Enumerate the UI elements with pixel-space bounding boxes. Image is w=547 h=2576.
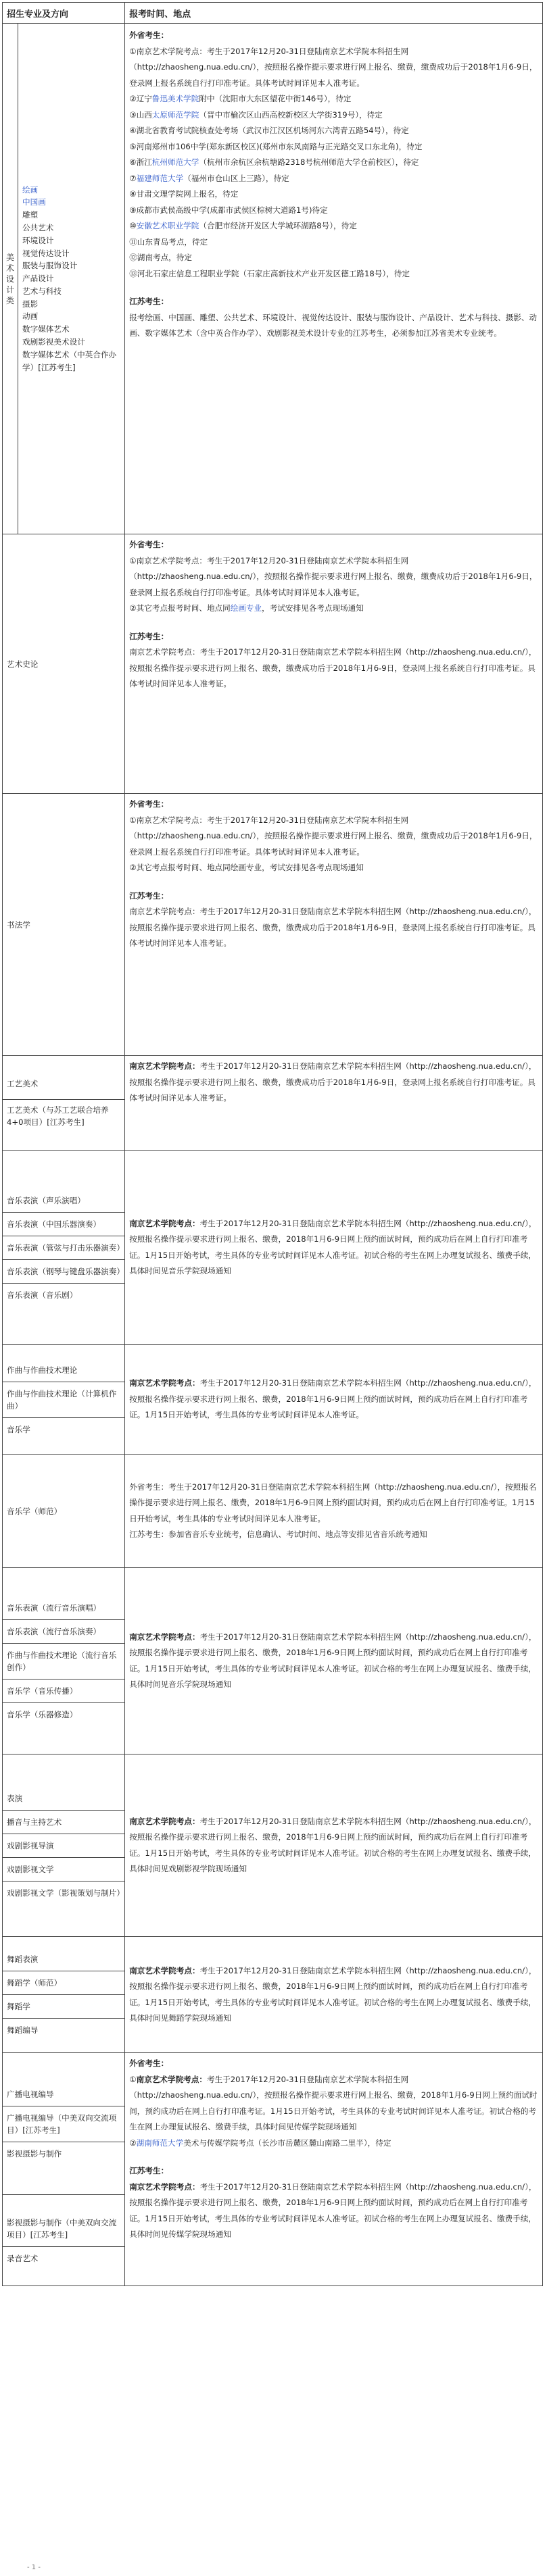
major-item: 视觉传达设计 [22,248,70,258]
table-header-row [3,3,543,24]
table-row [3,1568,543,1754]
table-row [3,1455,543,1568]
media-names-cell-b [3,2195,125,2286]
major-name: 影视摄影与制作（中美双向交流项目）[江苏考生] [3,2211,124,2247]
table-row [3,1056,543,1151]
major-name: 工艺美术（与苏工艺联合培养4+0项目）[江苏考生] [7,1105,109,1127]
design-schedule-cell [125,24,543,534]
section-heading: 外省考生： [129,2059,169,2068]
music-names-cell [3,1151,125,1345]
exam-site: ②湖南师范大学美术与传媒学院考点（长沙市岳麓区麓山南路二里半），待定 [129,2138,391,2148]
design-category-label: 美 术 设 计 类 [3,24,18,534]
craft-names-cell [3,1056,125,1151]
school-link[interactable]: 安徽艺术职业学院 [136,221,199,230]
exam-site: 南京艺术学院考点：考生于2017年12月20-31日登陆南京艺术学院本科招生网（http://zhaosheng.nua.edu.cn/），按照报名操作提示要求进行网上报名、缴费，缴费成功后于2018年1月6-9日，登录网上报名系统自行打印准考证。具体考试时间详见本人准考证。 [129,907,537,948]
table-row [3,1754,543,1937]
major-name: 音乐学（乐器修造） [7,1709,78,1719]
painting-link[interactable]: 绘画专业 [230,603,262,613]
drama-names-cell [3,1754,125,1937]
exam-site: ⑤河南郑州市106中学(郑东新区校区)(郑州市东风南路与正光路交叉口东北角)，待定 [129,141,423,151]
major-name: 舞蹈表演 [3,1948,124,1971]
major-item: 雕塑 [22,210,39,220]
section-heading: 南京艺术学院考点： [129,1218,200,1228]
schedule-cell: 南京艺术学院考点：考生于2017年12月20-31日登陆南京艺术学院本科招生网（http://zhaosheng.nua.edu.cn/），按照报名操作提示要求进行网上报名、缴费，2018年1月6-9日网上预约面试时间，预约成功后在网上自行打印准考证。1月15日开始考试，考生具体的专业考试时间详见本人准考证。初试合格的考生在网上办理复试报名、缴费手续，具体时间见戏剧影视学院现场通知 [125,1754,543,1937]
major-name: 音乐表演（音乐剧） [7,1290,78,1300]
major-name: 音乐学 [7,1424,30,1434]
table-row [3,794,543,1056]
exam-site: ⑪山东青岛考点，待定 [129,236,208,247]
section-heading: 江苏考生： [129,2166,169,2175]
major-name: 音乐表演（流行音乐演唱） [3,1596,124,1620]
major-item: 数字媒体艺术 [22,324,70,334]
exam-site: 外省考生：考生于2017年12月20-31日登陆南京艺术学院本科招生网（http://zhaosheng.nua.edu.cn/），按照报名操作提示要求进行网上报名、缴费，2018年1月6-9日网上预约面试时间，预约成功后在网上自行打印准考证。1月15日开始考试，考生具体的专业考试时间详见本人准考证。 [129,1482,537,1523]
exam-site: ⑬河北石家庄信息工程职业学院（石家庄高新技术产业开发区德工路18号），待定 [129,268,410,278]
admission-schedule-table [2,2,543,2286]
exam-site: ⑧甘肃文理学院网上报名，待定 [129,189,239,199]
school-link[interactable]: 杭州师范大学 [151,157,199,167]
major-item: 服装与服饰设计 [22,261,78,271]
schedule-cell: 南京艺术学院考点：考生于2017年12月20-31日登陆南京艺术学院本科招生网（http://zhaosheng.nua.edu.cn/），按照报名操作提示要求进行网上报名、缴费，2018年1月6-9日网上预约面试时间，预约成功后在网上自行打印准考证。1月15日开始考试，考生具体的专业考试时间详见本人准考证。初试合格的考生在网上办理复试报名、缴费手续，具体时间见音乐学院现场通知 [125,1151,543,1345]
major-name: 音乐表演（中国乐器演奏） [3,1213,124,1236]
exam-site: ④湖北省教育考试院核查处考场（武汉市江汉区机场河东六湾青五路54号），待定 [129,126,409,135]
exam-site: ①南京艺术学院考点：考生于2017年12月20-31日登陆南京艺术学院本科招生网（http://zhaosheng.nua.edu.cn/），按照报名操作提示要求进行网上报名、缴费，缴费成功后于2018年1月6-9日，登录网上报名系统自行打印准考证。具体考试时间详见本人准考证。 [129,46,538,88]
major-item: 艺术与科技 [22,286,62,296]
section-heading: 外省考生： [129,30,169,40]
major-item: 环境设计 [22,235,54,245]
exam-site: ③山西太原师范学院（晋中市榆次区山西高校新校区大学街319号），待定 [129,109,383,120]
school-link[interactable]: 鲁迅美术学院 [151,94,199,103]
school-link[interactable]: 湖南师范大学 [136,2138,184,2148]
schedule-cell: 南京艺术学院考点：考生于2017年12月20-31日登陆南京艺术学院本科招生网（http://zhaosheng.nua.edu.cn/），按照报名操作提示要求进行网上报名、缴费，2018年1月6-9日网上预约面试时间，预约成功后在网上自行打印准考证。1月15日开始考试，考生具体的专业考试时间详见本人准考证。初试合格的考生在网上办理复试报名、缴费手续，具体时间见舞蹈学院现场通知 [125,1937,543,2053]
exam-site: ②辽宁鲁迅美术学院附中（沈阳市大东区望花中街146号），待定 [129,94,352,103]
design-major-list [18,24,125,534]
table-row [3,2053,543,2195]
major-item: 摄影 [22,299,39,309]
table-row [3,1937,543,2053]
jiangsu-note: 报考绘画、中国画、雕塑、公共艺术、环境设计、视觉传达设计、服装与服饰设计、产品设计、艺术与科技、摄影、动画、数字媒体艺术（含中英合作办学）、戏剧影视美术设计专业的江苏考生，必须参加江苏省美术专业统考。 [129,312,538,338]
major-name: 作曲与作曲技术理论（流行音乐创作） [3,1644,124,1680]
schedule-cell: 外省考生： ①南京艺术学院考点：考生于2017年12月20-31日登陆南京艺术学院本科招生网（http://zhaosheng.nua.edu.cn/），按照报名操作提示要求进行网上报名、缴费，2018年1月6-9日网上预约面试时间，预约成功后在网上自行打印准考证。1月15日开始考试，考生具体的专业考试时间详见本人准考证。初试合格的考生在网上办理复试报名、缴费手续，具体时间见传媒学院现场通知 ②湖南师范大学美术与传媒学院考点（长沙市岳麓区麓山南路二里半），待定 江苏考生： 南京艺术学院考点：考生于2017年12月20-31日登陆南京艺术学院本科招生网（http://zhaosheng.nua.edu.cn/），按照报名操作提示要求进行网上报名、缴费，2018年1月6-9日网上预约面试时间，预约成功后在网上自行打印准考证。1月15日开始考试，考生具体的专业考试时间详见本人准考证。初试合格的考生在网上办理复试报名、缴费手续，具体时间见传媒学院现场通知 [125,2053,543,2286]
section-heading: 南京艺术学院考点： [129,2181,200,2192]
design-majors-cell [3,24,125,534]
section-heading: 外省考生： [129,799,169,809]
schedule-cell [125,794,543,1056]
major-name: 表演 [3,1787,124,1811]
major-name: 作曲与作曲技术理论 [3,1359,124,1382]
exam-site: ②其它考点报考时间、地点同绘画专业，考试安排见各考点现场通知 [129,863,364,872]
pop-music-names-cell [3,1568,125,1754]
major-name: 戏剧影视导演 [3,1834,124,1858]
major-name: 音乐学（师范） [3,1455,125,1568]
major-name: 作曲与作曲技术理论（计算机作曲） [3,1382,124,1418]
major-name: 舞蹈学 [3,1995,124,2019]
section-heading: 江苏考生： [129,890,169,901]
major-name: 广播电视编导（中美双向交流项目）[江苏考生] [3,2106,124,2142]
major-name: 播音与主持艺术 [3,1811,124,1834]
school-link[interactable]: 福建师范大学 [136,173,184,183]
major-name: 录音艺术 [7,2253,39,2263]
major-name: 影视摄影与制作 [7,2148,62,2158]
design-subtable [3,24,124,534]
major-name: 舞蹈学（师范） [3,1971,124,1995]
major-item: 动画 [22,311,39,322]
school-link[interactable]: 太原师范学院 [151,109,199,120]
major-name: 工艺美术 [3,1074,124,1100]
schedule-cell [125,1455,543,1568]
dance-names-cell [3,1937,125,2053]
section-heading: 外省考生： [129,540,169,549]
exam-site: 南京艺术学院考点：考生于2017年12月20-31日登陆南京艺术学院本科招生网（http://zhaosheng.nua.edu.cn/），按照报名操作提示要求进行网上报名、缴费，缴费成功后于2018年1月6-9日，登录网上报名系统自行打印准考证。具体考试时间详见本人准考证。 [129,647,537,688]
section-heading: 南京艺术学院考点： [129,1378,200,1388]
schedule-cell [125,534,543,794]
section-heading: 江苏考生： [129,297,169,306]
major-item: 数字媒体艺术（中英合作办学）[江苏考生] [22,349,117,372]
table-row [3,1151,543,1345]
exam-site: ①南京艺术学院考点：考生于2017年12月20-31日登陆南京艺术学院本科招生网（http://zhaosheng.nua.edu.cn/），按照报名操作提示要求进行网上报名、缴费，缴费成功后于2018年1月6-9日，登录网上报名系统自行打印准考证。具体考试时间详见本人准考证。 [129,555,538,597]
media-names-cell-a [3,2053,125,2195]
exam-site: ②其它考点报考时间、地点同绘画专业，考试安排见各考点现场通知 [129,603,364,613]
table-row [3,1345,543,1455]
major-name: 舞蹈编导 [7,2025,39,2035]
major-link[interactable]: 绘画 [22,184,39,195]
major-name: 艺术史论 [3,534,125,794]
exam-site: ⑦福建师范大学（福州市仓山区上三路），待定 [129,173,289,183]
exam-site: ①南京艺术学院考点：考生于2017年12月20-31日登陆南京艺术学院本科招生网（http://zhaosheng.nua.edu.cn/），按照报名操作提示要求进行网上报名、缴费，缴费成功后于2018年1月6-9日，登录网上报名系统自行打印准考证。具体考试时间详见本人准考证。 [129,815,538,857]
major-item: 公共艺术 [22,222,54,232]
section-heading: 南京艺术学院考点： [129,1061,200,1071]
major-name: 音乐表演（声乐演唱） [3,1189,124,1213]
exam-site: ⑩安徽艺术职业学院（合肥市经济开发区大学城环湖路8号），待定 [129,221,357,230]
section-heading: 南京艺术学院考点： [129,1816,200,1826]
major-name: 音乐表演（管弦与打击乐器演奏） [3,1236,124,1260]
schedule-cell: 南京艺术学院考点：考生于2017年12月20-31日登陆南京艺术学院本科招生网（http://zhaosheng.nua.edu.cn/），按照报名操作提示要求进行网上报名、缴费，2018年1月6-9日网上预约面试时间，预约成功后在网上自行打印准考证。1月15日开始考试，考生具体的专业考试时间详见本人准考证。初试合格的考生在网上办理复试报名、缴费手续，具体时间见音乐学院现场通知 [125,1568,543,1754]
schedule-cell: 南京艺术学院考点：考生于2017年12月20-31日登陆南京艺术学院本科招生网（http://zhaosheng.nua.edu.cn/），按照报名操作提示要求进行网上报名、缴费，缴费成功后于2018年1月6-9日，登录网上报名系统自行打印准考证。具体考试时间详见本人准考证。 [125,1056,543,1151]
header-time-place: 报考时间、地点 [125,3,543,24]
exam-site: 江苏考生：参加省音乐专业统考，信息确认、考试时间、地点等安排见省音乐统考通知 [129,1530,427,1539]
major-name: 广播电视编导 [3,2083,124,2106]
major-name: 音乐表演（钢琴与键盘乐器演奏） [3,1260,124,1284]
major-link[interactable]: 中国画 [22,197,46,207]
major-name: 戏剧影视文学（影视策划与制片） [7,1888,124,1898]
section-heading: 南京艺术学院考点： [129,1965,200,1975]
major-name: 音乐表演（流行音乐演奏） [3,1620,124,1644]
major-item: 产品设计 [22,274,54,284]
composition-names-cell [3,1345,125,1455]
major-name: 音乐学（音乐传播） [3,1680,124,1703]
section-heading: 江苏考生： [129,631,169,641]
major-name: 戏剧影视文学 [3,1858,124,1882]
major-name: 书法学 [3,794,125,1056]
page-footer: - 1 - [27,2564,41,2571]
header-major: 招生专业及方向 [3,3,125,24]
table-row [3,24,543,534]
exam-site: ⑫湖南考点，待定 [129,253,192,262]
schedule-cell: 南京艺术学院考点：考生于2017年12月20-31日登陆南京艺术学院本科招生网（http://zhaosheng.nua.edu.cn/），按照报名操作提示要求进行网上报名、缴费，2018年1月6-9日网上预约面试时间，预约成功后在网上自行打印准考证。1月15日开始考试，考生具体的专业考试时间详见本人准考证。 [125,1345,543,1455]
table-row [3,534,543,794]
exam-site: ⑨成都市武侯高级中学(成都市武侯区棕树大道路1号)待定 [129,205,328,215]
exam-site: ①南京艺术学院考点：考生于2017年12月20-31日登陆南京艺术学院本科招生网（http://zhaosheng.nua.edu.cn/），按照报名操作提示要求进行网上报名、缴费，2018年1月6-9日网上预约面试时间，预约成功后在网上自行打印准考证。1月15日开始考试，考生具体的专业考试时间详见本人准考证。初试合格的考生在网上办理复试报名、缴费手续，具体时间见传媒学院现场通知 [129,2074,538,2131]
section-heading: 南京艺术学院考点： [129,1632,200,1642]
exam-site: ⑥浙江杭州师范大学（杭州市余杭区余杭塘路2318号杭州师范大学仓前校区），待定 [129,157,419,167]
major-item: 戏剧影视美术设计 [22,337,85,347]
